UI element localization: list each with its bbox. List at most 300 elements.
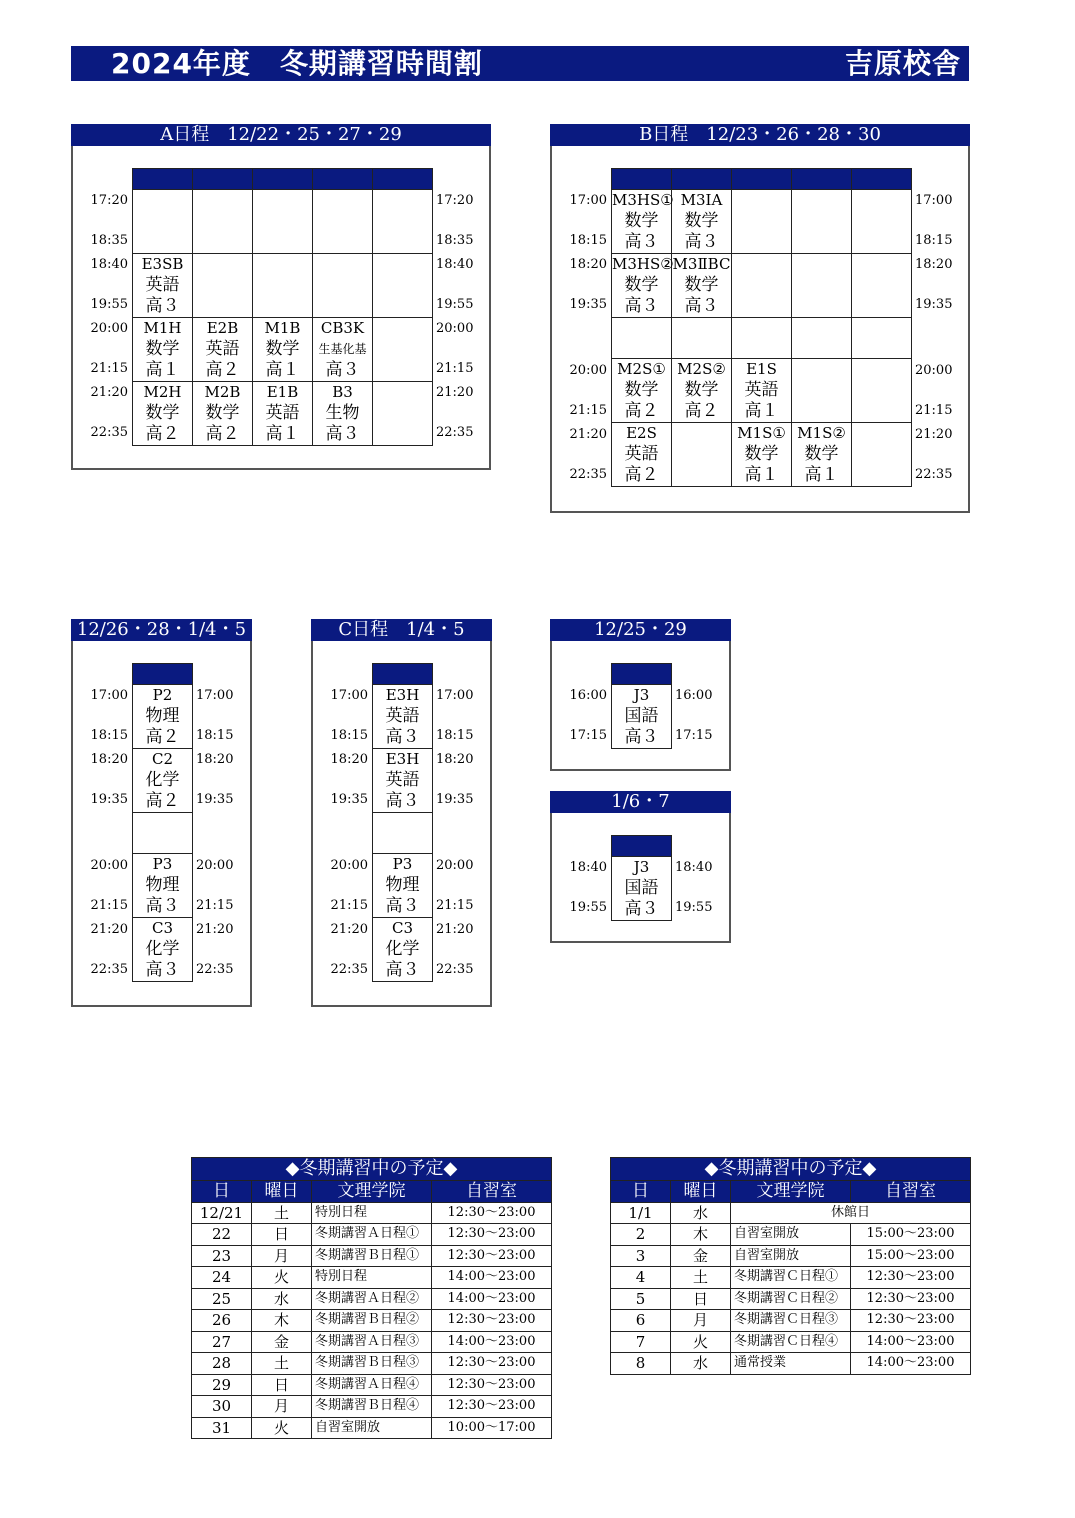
table-row <box>611 1224 971 1246</box>
column-header: 曜日 <box>252 1181 312 1203</box>
time-label-start: 21:20 <box>90 385 128 400</box>
class-code: E2B <box>206 319 239 337</box>
class-code: M2B <box>204 383 241 401</box>
time-label-end: 22:35 <box>436 962 474 977</box>
table-row <box>192 1353 552 1375</box>
time-label-end: 18:15 <box>569 233 607 248</box>
class-cell <box>133 318 193 382</box>
timetable-grid <box>611 663 672 749</box>
time-label-start: 21:20 <box>569 427 607 442</box>
event-cell: 冬期講習Ｂ日程③ <box>312 1353 432 1375</box>
event-cell: 冬期講習Ａ日程① <box>312 1224 432 1246</box>
timetable-grid <box>611 168 912 487</box>
class-cell <box>612 423 672 487</box>
table-row <box>611 1267 971 1289</box>
grade: 高１ <box>265 360 300 380</box>
empty-cell <box>373 318 433 382</box>
grid-header-cell <box>612 836 672 857</box>
weekday-cell: 土 <box>671 1267 731 1289</box>
study-room-hours-cell: 12:30～23:00 <box>432 1245 552 1267</box>
schedule-table-december <box>191 1157 552 1439</box>
class-cell <box>732 359 792 423</box>
class-cell <box>373 918 433 982</box>
time-label-start: 20:00 <box>569 363 607 378</box>
time-label-end: 18:35 <box>436 233 474 248</box>
subject: 英語 <box>205 339 240 359</box>
event-cell: 冬期講習Ｂ日程② <box>312 1310 432 1332</box>
time-label-end: 19:35 <box>90 792 128 807</box>
study-room-hours-cell: 12:30～23:00 <box>851 1310 971 1332</box>
timetable-grid <box>132 663 193 982</box>
weekday-cell: 金 <box>671 1245 731 1267</box>
time-label-end: 19:35 <box>330 792 368 807</box>
subject: 英語 <box>385 706 420 726</box>
table-row <box>611 1353 971 1375</box>
subject: 数学 <box>205 403 240 423</box>
time-label-end: 18:35 <box>90 233 128 248</box>
class-code: M3HS② <box>612 255 674 273</box>
date-cell: 23 <box>192 1245 252 1267</box>
grade: 高３ <box>145 960 180 980</box>
class-cell <box>193 318 253 382</box>
time-label-end: 19:35 <box>436 792 474 807</box>
study-room-hours-cell: 14:00～23:00 <box>432 1331 552 1353</box>
subject: 数学 <box>145 339 180 359</box>
column-header: 文理学院 <box>731 1181 851 1203</box>
break-cell <box>792 318 852 359</box>
study-room-hours-cell: 12:30～23:00 <box>851 1267 971 1289</box>
date-cell: 27 <box>192 1331 252 1353</box>
empty-cell <box>852 254 912 318</box>
table-row <box>192 1396 552 1418</box>
class-cell <box>792 423 852 487</box>
subject: 化学 <box>145 770 180 790</box>
time-label-start: 18:20 <box>569 257 607 272</box>
class-code: E3H <box>385 750 420 768</box>
table-row <box>192 1374 552 1396</box>
timetable-grid <box>372 663 433 982</box>
time-label-start: 20:00 <box>196 858 234 873</box>
panel-c-schedule <box>311 619 492 1007</box>
timetable-grid <box>132 168 433 446</box>
empty-cell <box>792 190 852 254</box>
time-label-end: 21:15 <box>90 361 128 376</box>
timetable-grid <box>611 835 672 921</box>
event-cell: 冬期講習Ｃ日程③ <box>731 1310 851 1332</box>
empty-cell <box>852 190 912 254</box>
class-cell <box>672 359 732 423</box>
time-label-start: 21:20 <box>90 922 128 937</box>
time-label-start: 20:00 <box>436 858 474 873</box>
grid-header-cell <box>792 169 852 190</box>
grid-header-cell <box>313 169 373 190</box>
time-label-start: 18:40 <box>675 860 713 875</box>
class-cell <box>612 359 672 423</box>
grade: 高２ <box>624 401 659 421</box>
class-cell <box>672 190 732 254</box>
time-label-end: 22:35 <box>569 467 607 482</box>
class-code: M2S② <box>677 360 726 378</box>
class-cell <box>612 254 672 318</box>
event-cell: 特別日程 <box>312 1267 432 1289</box>
grade: 高３ <box>624 232 659 252</box>
time-label-end: 22:35 <box>90 962 128 977</box>
subject: 数学 <box>804 444 839 464</box>
table-row <box>611 1245 971 1267</box>
break-cell <box>852 318 912 359</box>
class-cell <box>193 382 253 446</box>
time-label-end: 19:55 <box>569 900 607 915</box>
weekday-cell: 日 <box>252 1224 312 1246</box>
grid-header-cell <box>612 664 672 685</box>
empty-cell <box>373 382 433 446</box>
class-cell <box>133 685 193 749</box>
class-code: C3 <box>391 919 414 937</box>
time-label-end: 17:15 <box>675 728 713 743</box>
weekday-cell: 月 <box>252 1396 312 1418</box>
time-label-end: 17:15 <box>569 728 607 743</box>
table-row <box>192 1288 552 1310</box>
grade: 高３ <box>145 296 180 316</box>
time-label-start: 21:20 <box>915 427 953 442</box>
grid-header-cell <box>133 169 193 190</box>
event-cell: 特別日程 <box>312 1202 432 1224</box>
time-label-end: 21:15 <box>915 403 953 418</box>
panel-title: 1/6・7 <box>550 791 731 813</box>
grade: 高１ <box>265 424 300 444</box>
event-cell: 冬期講習Ｃ日程② <box>731 1288 851 1310</box>
event-cell: 自習室開放 <box>312 1417 432 1439</box>
grid-header-cell <box>133 664 193 685</box>
grade: 高２ <box>145 791 180 811</box>
grade: 高２ <box>205 424 240 444</box>
subject: 物理 <box>145 706 180 726</box>
class-cell <box>133 854 193 918</box>
grade: 高３ <box>684 232 719 252</box>
class-code: C2 <box>151 750 174 768</box>
class-cell <box>133 254 193 318</box>
date-cell: 12/21 <box>192 1202 252 1224</box>
date-cell: 8 <box>611 1353 671 1375</box>
grid-header-cell <box>672 169 732 190</box>
time-label-end: 19:35 <box>569 297 607 312</box>
class-cell <box>612 685 672 749</box>
date-cell: 28 <box>192 1353 252 1375</box>
table-row <box>192 1331 552 1353</box>
study-room-hours-cell: 14:00～23:00 <box>432 1288 552 1310</box>
study-room-hours-cell: 12:30～23:00 <box>432 1224 552 1246</box>
time-label-end: 22:35 <box>90 425 128 440</box>
grade: 高３ <box>385 896 420 916</box>
time-label-start: 20:00 <box>90 858 128 873</box>
event-cell: 冬期講習Ａ日程② <box>312 1288 432 1310</box>
study-room-hours-cell: 12:30～23:00 <box>432 1202 552 1224</box>
subject: 数学 <box>145 403 180 423</box>
time-label-start: 17:00 <box>436 688 474 703</box>
class-cell <box>313 382 373 446</box>
grid-header-cell <box>612 169 672 190</box>
event-cell: 通常授業 <box>731 1353 851 1375</box>
class-code: C3 <box>151 919 174 937</box>
date-cell: 25 <box>192 1288 252 1310</box>
grade: 高３ <box>385 791 420 811</box>
subject: 英語 <box>145 275 180 295</box>
time-label-end: 21:15 <box>436 898 474 913</box>
time-label-end: 18:15 <box>915 233 953 248</box>
time-label-end: 21:15 <box>436 361 474 376</box>
panel-title: A日程 12/22・25・27・29 <box>71 124 491 146</box>
class-cell <box>313 318 373 382</box>
date-cell: 1/1 <box>611 1202 671 1224</box>
event-cell: 自習室開放 <box>731 1245 851 1267</box>
time-label-end: 19:35 <box>915 297 953 312</box>
time-label-start: 20:00 <box>90 321 128 336</box>
grid-header-cell <box>852 169 912 190</box>
subject: 化学 <box>145 939 180 959</box>
column-header: 日 <box>611 1181 671 1203</box>
empty-cell <box>193 190 253 254</box>
break-cell <box>612 318 672 359</box>
time-label-end: 18:15 <box>436 728 474 743</box>
time-label-end: 19:35 <box>196 792 234 807</box>
class-code: E1B <box>266 383 299 401</box>
subject: 生物 <box>325 403 360 423</box>
panel-title: 12/26・28・1/4・5 <box>71 619 252 641</box>
study-room-hours-cell: 14:00～23:00 <box>432 1267 552 1289</box>
date-cell: 30 <box>192 1396 252 1418</box>
subject: 国語 <box>624 706 659 726</box>
table-row <box>192 1224 552 1246</box>
class-code: P3 <box>392 855 413 873</box>
time-label-end: 22:35 <box>436 425 474 440</box>
grade: 高３ <box>624 727 659 747</box>
break-cell <box>373 813 433 854</box>
grid-header-cell <box>373 169 433 190</box>
grade: 高３ <box>684 296 719 316</box>
weekday-cell: 水 <box>671 1353 731 1375</box>
subject: 国語 <box>624 878 659 898</box>
grid-header-cell <box>253 169 313 190</box>
schedule-title: ◆冬期講習中の予定◆ <box>611 1158 971 1181</box>
page-title: 2024年度 冬期講習時間割 <box>111 47 483 80</box>
table-row <box>611 1288 971 1310</box>
empty-cell <box>253 190 313 254</box>
empty-cell <box>373 190 433 254</box>
break-cell <box>133 813 193 854</box>
weekday-cell: 日 <box>671 1288 731 1310</box>
grade: 高１ <box>744 465 779 485</box>
empty-cell <box>313 254 373 318</box>
title-bar <box>71 46 969 81</box>
time-label-start: 18:40 <box>569 860 607 875</box>
column-header: 自習室 <box>851 1181 971 1203</box>
date-cell: 3 <box>611 1245 671 1267</box>
weekday-cell: 日 <box>252 1374 312 1396</box>
time-label-end: 22:35 <box>915 467 953 482</box>
empty-cell <box>732 190 792 254</box>
time-label-end: 21:15 <box>90 898 128 913</box>
time-label-start: 21:20 <box>196 922 234 937</box>
event-cell: 冬期講習Ａ日程④ <box>312 1374 432 1396</box>
event-cell: 冬期講習Ａ日程③ <box>312 1331 432 1353</box>
grade: 高１ <box>804 465 839 485</box>
time-label-start: 17:00 <box>569 193 607 208</box>
subject: 物理 <box>145 875 180 895</box>
study-room-hours-cell: 15:00～23:00 <box>851 1224 971 1246</box>
panel-a-schedule <box>71 124 491 470</box>
event-cell: 冬期講習Ｂ日程④ <box>312 1396 432 1418</box>
time-label-start: 20:00 <box>330 858 368 873</box>
time-label-start: 18:40 <box>436 257 474 272</box>
grid-header-cell <box>373 664 433 685</box>
weekday-cell: 火 <box>671 1331 731 1353</box>
time-label-end: 18:15 <box>90 728 128 743</box>
grid-header-cell <box>732 169 792 190</box>
study-room-hours-cell: 12:30～23:00 <box>432 1310 552 1332</box>
class-cell <box>133 382 193 446</box>
event-cell: 冬期講習Ｃ日程① <box>731 1267 851 1289</box>
table-row <box>192 1310 552 1332</box>
weekday-cell: 木 <box>671 1224 731 1246</box>
class-code: M3HS① <box>612 191 674 209</box>
grade: 高１ <box>744 401 779 421</box>
grade: 高３ <box>385 960 420 980</box>
panel-title: B日程 12/23・26・28・30 <box>550 124 970 146</box>
time-label-start: 16:00 <box>675 688 713 703</box>
subject: 化学 <box>385 939 420 959</box>
class-code: M1H <box>143 319 182 337</box>
class-cell <box>612 190 672 254</box>
grade: 高３ <box>325 360 360 380</box>
class-code: J3 <box>633 858 650 876</box>
subject: 英語 <box>624 444 659 464</box>
subject: 英語 <box>385 770 420 790</box>
weekday-cell: 水 <box>252 1288 312 1310</box>
class-code: E3H <box>385 686 420 704</box>
grade: 高２ <box>684 401 719 421</box>
class-cell <box>732 423 792 487</box>
time-label-end: 21:15 <box>569 403 607 418</box>
table-row <box>192 1417 552 1439</box>
grade: 高３ <box>624 296 659 316</box>
panel-japanese-2 <box>550 791 731 943</box>
break-cell <box>732 318 792 359</box>
grade: 高３ <box>325 424 360 444</box>
class-code: M1S① <box>737 424 786 442</box>
time-label-start: 17:00 <box>196 688 234 703</box>
panel-title: C日程 1/4・5 <box>311 619 492 641</box>
time-label-start: 21:20 <box>436 922 474 937</box>
time-label-start: 18:20 <box>90 752 128 767</box>
study-room-hours-cell: 14:00～23:00 <box>851 1353 971 1375</box>
class-code: M1S② <box>797 424 846 442</box>
panel-physics-chemistry <box>71 619 252 1007</box>
subject: 生基化基 <box>318 342 367 356</box>
class-code: P2 <box>152 686 173 704</box>
time-label-start: 18:20 <box>196 752 234 767</box>
empty-cell <box>313 190 373 254</box>
table-row <box>192 1202 552 1224</box>
empty-cell <box>792 359 852 423</box>
class-cell <box>373 749 433 813</box>
time-label-start: 21:20 <box>330 922 368 937</box>
time-label-start: 17:20 <box>436 193 474 208</box>
time-label-end: 21:15 <box>330 898 368 913</box>
grade: 高３ <box>624 899 659 919</box>
date-cell: 4 <box>611 1267 671 1289</box>
grade: 高１ <box>145 360 180 380</box>
grade: 高３ <box>145 896 180 916</box>
column-header: 自習室 <box>432 1181 552 1203</box>
class-cell <box>133 918 193 982</box>
time-label-end: 18:15 <box>196 728 234 743</box>
panel-title: 12/25・29 <box>550 619 731 641</box>
panel-japanese-1 <box>550 619 731 771</box>
weekday-cell: 火 <box>252 1267 312 1289</box>
study-room-hours-cell: 15:00～23:00 <box>851 1245 971 1267</box>
grade: 高２ <box>624 465 659 485</box>
empty-cell <box>193 254 253 318</box>
column-header: 曜日 <box>671 1181 731 1203</box>
empty-cell <box>792 254 852 318</box>
time-label-start: 18:40 <box>90 257 128 272</box>
class-cell <box>373 854 433 918</box>
class-cell <box>133 749 193 813</box>
empty-cell <box>732 254 792 318</box>
class-code: M3ⅠA <box>680 191 723 209</box>
class-cell <box>253 382 313 446</box>
time-label-start: 17:00 <box>330 688 368 703</box>
campus-name: 吉原校舎 <box>844 47 961 80</box>
class-code: E1S <box>746 360 777 378</box>
table-row <box>611 1310 971 1332</box>
weekday-cell: 土 <box>252 1202 312 1224</box>
date-cell: 22 <box>192 1224 252 1246</box>
grid-header-cell <box>193 169 253 190</box>
date-cell: 26 <box>192 1310 252 1332</box>
time-label-end: 22:35 <box>330 962 368 977</box>
grade: 高２ <box>145 727 180 747</box>
subject: 数学 <box>624 211 659 231</box>
study-room-hours-cell: 12:30～23:00 <box>432 1353 552 1375</box>
subject: 数学 <box>684 275 719 295</box>
class-cell <box>612 857 672 921</box>
schedule-table-january <box>610 1157 971 1375</box>
study-room-hours-cell: 10:00～17:00 <box>432 1417 552 1439</box>
grade: 高２ <box>205 360 240 380</box>
subject: 数学 <box>744 444 779 464</box>
panel-b-schedule <box>550 124 970 513</box>
date-cell: 31 <box>192 1417 252 1439</box>
weekday-cell: 月 <box>252 1245 312 1267</box>
weekday-cell: 水 <box>671 1202 731 1224</box>
break-cell <box>672 318 732 359</box>
grade: 高２ <box>145 424 180 444</box>
column-header: 文理学院 <box>312 1181 432 1203</box>
time-label-end: 22:35 <box>196 962 234 977</box>
date-cell: 29 <box>192 1374 252 1396</box>
time-label-start: 20:00 <box>915 363 953 378</box>
date-cell: 2 <box>611 1224 671 1246</box>
class-code: CB3K <box>320 319 365 337</box>
table-row <box>192 1245 552 1267</box>
study-room-hours-cell: 12:30～23:00 <box>851 1288 971 1310</box>
empty-cell <box>852 423 912 487</box>
event-cell: 自習室開放 <box>731 1224 851 1246</box>
date-cell: 7 <box>611 1331 671 1353</box>
subject: 数学 <box>684 380 719 400</box>
subject: 数学 <box>624 380 659 400</box>
